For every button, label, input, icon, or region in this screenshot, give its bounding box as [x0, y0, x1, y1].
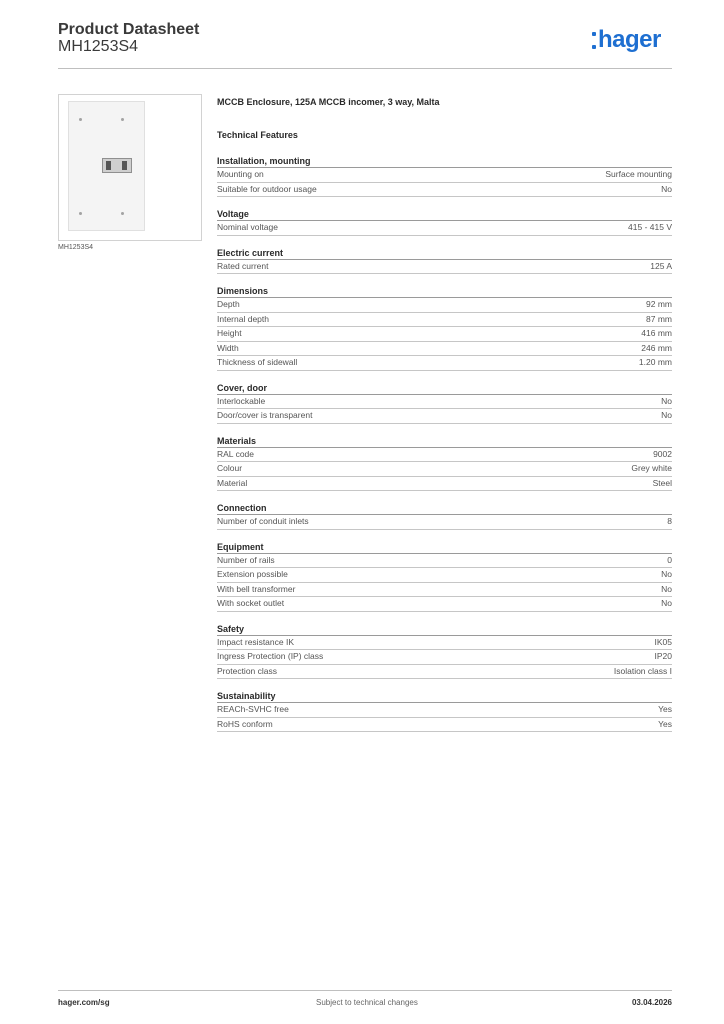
spec-value: 87 mm [646, 313, 672, 324]
spec-label: RAL code [217, 448, 255, 459]
spec-row [217, 327, 672, 342]
section-title: Equipment [217, 541, 672, 554]
spec-section [217, 285, 672, 371]
spec-value: Steel [652, 477, 672, 488]
spec-label: Door/cover is transparent [217, 410, 313, 420]
spec-row [217, 168, 672, 183]
spec-label: Ingress Protection (IP) class [217, 651, 324, 661]
spec-section [217, 247, 672, 275]
spec-section [217, 541, 672, 612]
spec-value: No [661, 395, 672, 406]
spec-label: Protection class [217, 665, 277, 676]
page-title: Product Datasheet [58, 21, 200, 38]
spec-row [217, 395, 672, 410]
spec-value: IP20 [654, 651, 672, 661]
spec-row [217, 313, 672, 328]
spec-value: No [661, 598, 672, 608]
section-title: Dimensions [217, 285, 672, 298]
spec-section [217, 155, 672, 197]
spec-value: No [661, 569, 672, 579]
spec-value: 92 mm [646, 299, 672, 309]
spec-value: 416 mm [641, 328, 672, 338]
product-image [58, 94, 202, 241]
product-description: MCCB Enclosure, 125A MCCB incomer, 3 way, Malta [217, 97, 440, 107]
spec-label: Rated current [217, 260, 269, 271]
section-title: Connection [217, 502, 672, 515]
spec-label: Colour [217, 463, 243, 473]
spec-label: Suitable for outdoor usage [217, 183, 317, 194]
hager-logo [592, 28, 661, 52]
spec-row [217, 636, 672, 651]
spec-value: 415 - 415 V [628, 222, 672, 232]
spec-value: IK05 [654, 636, 672, 647]
footer-notice: Subject to technical changes [316, 998, 418, 1007]
spec-row [217, 703, 672, 718]
spec-content [217, 97, 672, 732]
spec-section [217, 382, 672, 424]
spec-row [217, 356, 672, 371]
spec-label: Width [217, 342, 239, 353]
spec-row [217, 718, 672, 733]
section-title: Safety [217, 623, 672, 636]
enclosure-illustration [68, 101, 145, 231]
spec-label: Depth [217, 299, 240, 309]
spec-label: Number of rails [217, 554, 275, 565]
spec-label: Internal depth [217, 313, 269, 324]
spec-label: With bell transformer [217, 583, 296, 594]
spec-section [217, 502, 672, 530]
spec-value: No [661, 410, 672, 420]
spec-label: Interlockable [217, 395, 266, 406]
spec-value: Surface mounting [605, 169, 672, 179]
footer-divider [58, 990, 672, 991]
technical-features-heading: Technical Features [217, 130, 298, 140]
spec-value: 246 mm [641, 342, 672, 353]
section-title: Voltage [217, 208, 672, 221]
spec-value: 125 A [650, 260, 672, 271]
spec-value: Yes [658, 718, 672, 729]
spec-label: Mounting on [217, 169, 264, 179]
section-title: Sustainability [217, 690, 672, 703]
spec-label: RoHS conform [217, 718, 273, 729]
spec-value: Grey white [631, 463, 672, 473]
spec-label: With socket outlet [217, 598, 285, 608]
breaker-window [102, 158, 132, 173]
logo-colon-icon [592, 32, 596, 49]
section-title: Installation, mounting [217, 155, 672, 168]
spec-section [217, 690, 672, 732]
spec-row [217, 221, 672, 236]
spec-row [217, 665, 672, 680]
spec-label: REACh-SVHC free [217, 704, 289, 714]
spec-label: Impact resistance IK [217, 636, 295, 647]
footer-date: 03.04.2026 [631, 998, 672, 1007]
spec-section [217, 208, 672, 236]
spec-label: Height [217, 328, 242, 338]
section-title: Materials [217, 435, 672, 448]
section-title: Cover, door [217, 382, 672, 395]
spec-row [217, 342, 672, 357]
spec-row [217, 462, 672, 477]
spec-row [217, 583, 672, 598]
spec-row [217, 568, 672, 583]
spec-label: Thickness of sidewall [217, 357, 298, 367]
spec-row [217, 650, 672, 665]
spec-value: Isolation class I [613, 665, 672, 676]
section-title: Electric current [217, 247, 672, 260]
logo-text: hager [598, 26, 661, 53]
spec-row [217, 183, 672, 198]
spec-row [217, 409, 672, 424]
spec-value: No [661, 183, 672, 194]
spec-value: No [661, 583, 672, 594]
spec-label: Nominal voltage [217, 222, 278, 232]
spec-label: Extension possible [217, 569, 288, 579]
spec-value: 8 [667, 516, 672, 526]
spec-label: Material [217, 477, 248, 488]
spec-row [217, 554, 672, 569]
spec-section [217, 435, 672, 492]
spec-row [217, 260, 672, 275]
spec-row [217, 477, 672, 492]
spec-value: Yes [658, 704, 672, 714]
spec-row [217, 515, 672, 530]
footer-website: hager.com/sg [58, 998, 110, 1007]
spec-value: 0 [667, 554, 672, 565]
spec-sections [217, 155, 672, 732]
spec-value: 1.20 mm [638, 357, 672, 367]
spec-row [217, 298, 672, 313]
part-number: MH1253S4 [58, 38, 139, 55]
spec-row [217, 448, 672, 463]
spec-row [217, 597, 672, 612]
image-caption: MH1253S4 [58, 244, 94, 251]
header-divider [58, 68, 672, 69]
spec-value: 9002 [653, 448, 672, 459]
spec-section [217, 623, 672, 680]
spec-label: Number of conduit inlets [217, 516, 309, 526]
